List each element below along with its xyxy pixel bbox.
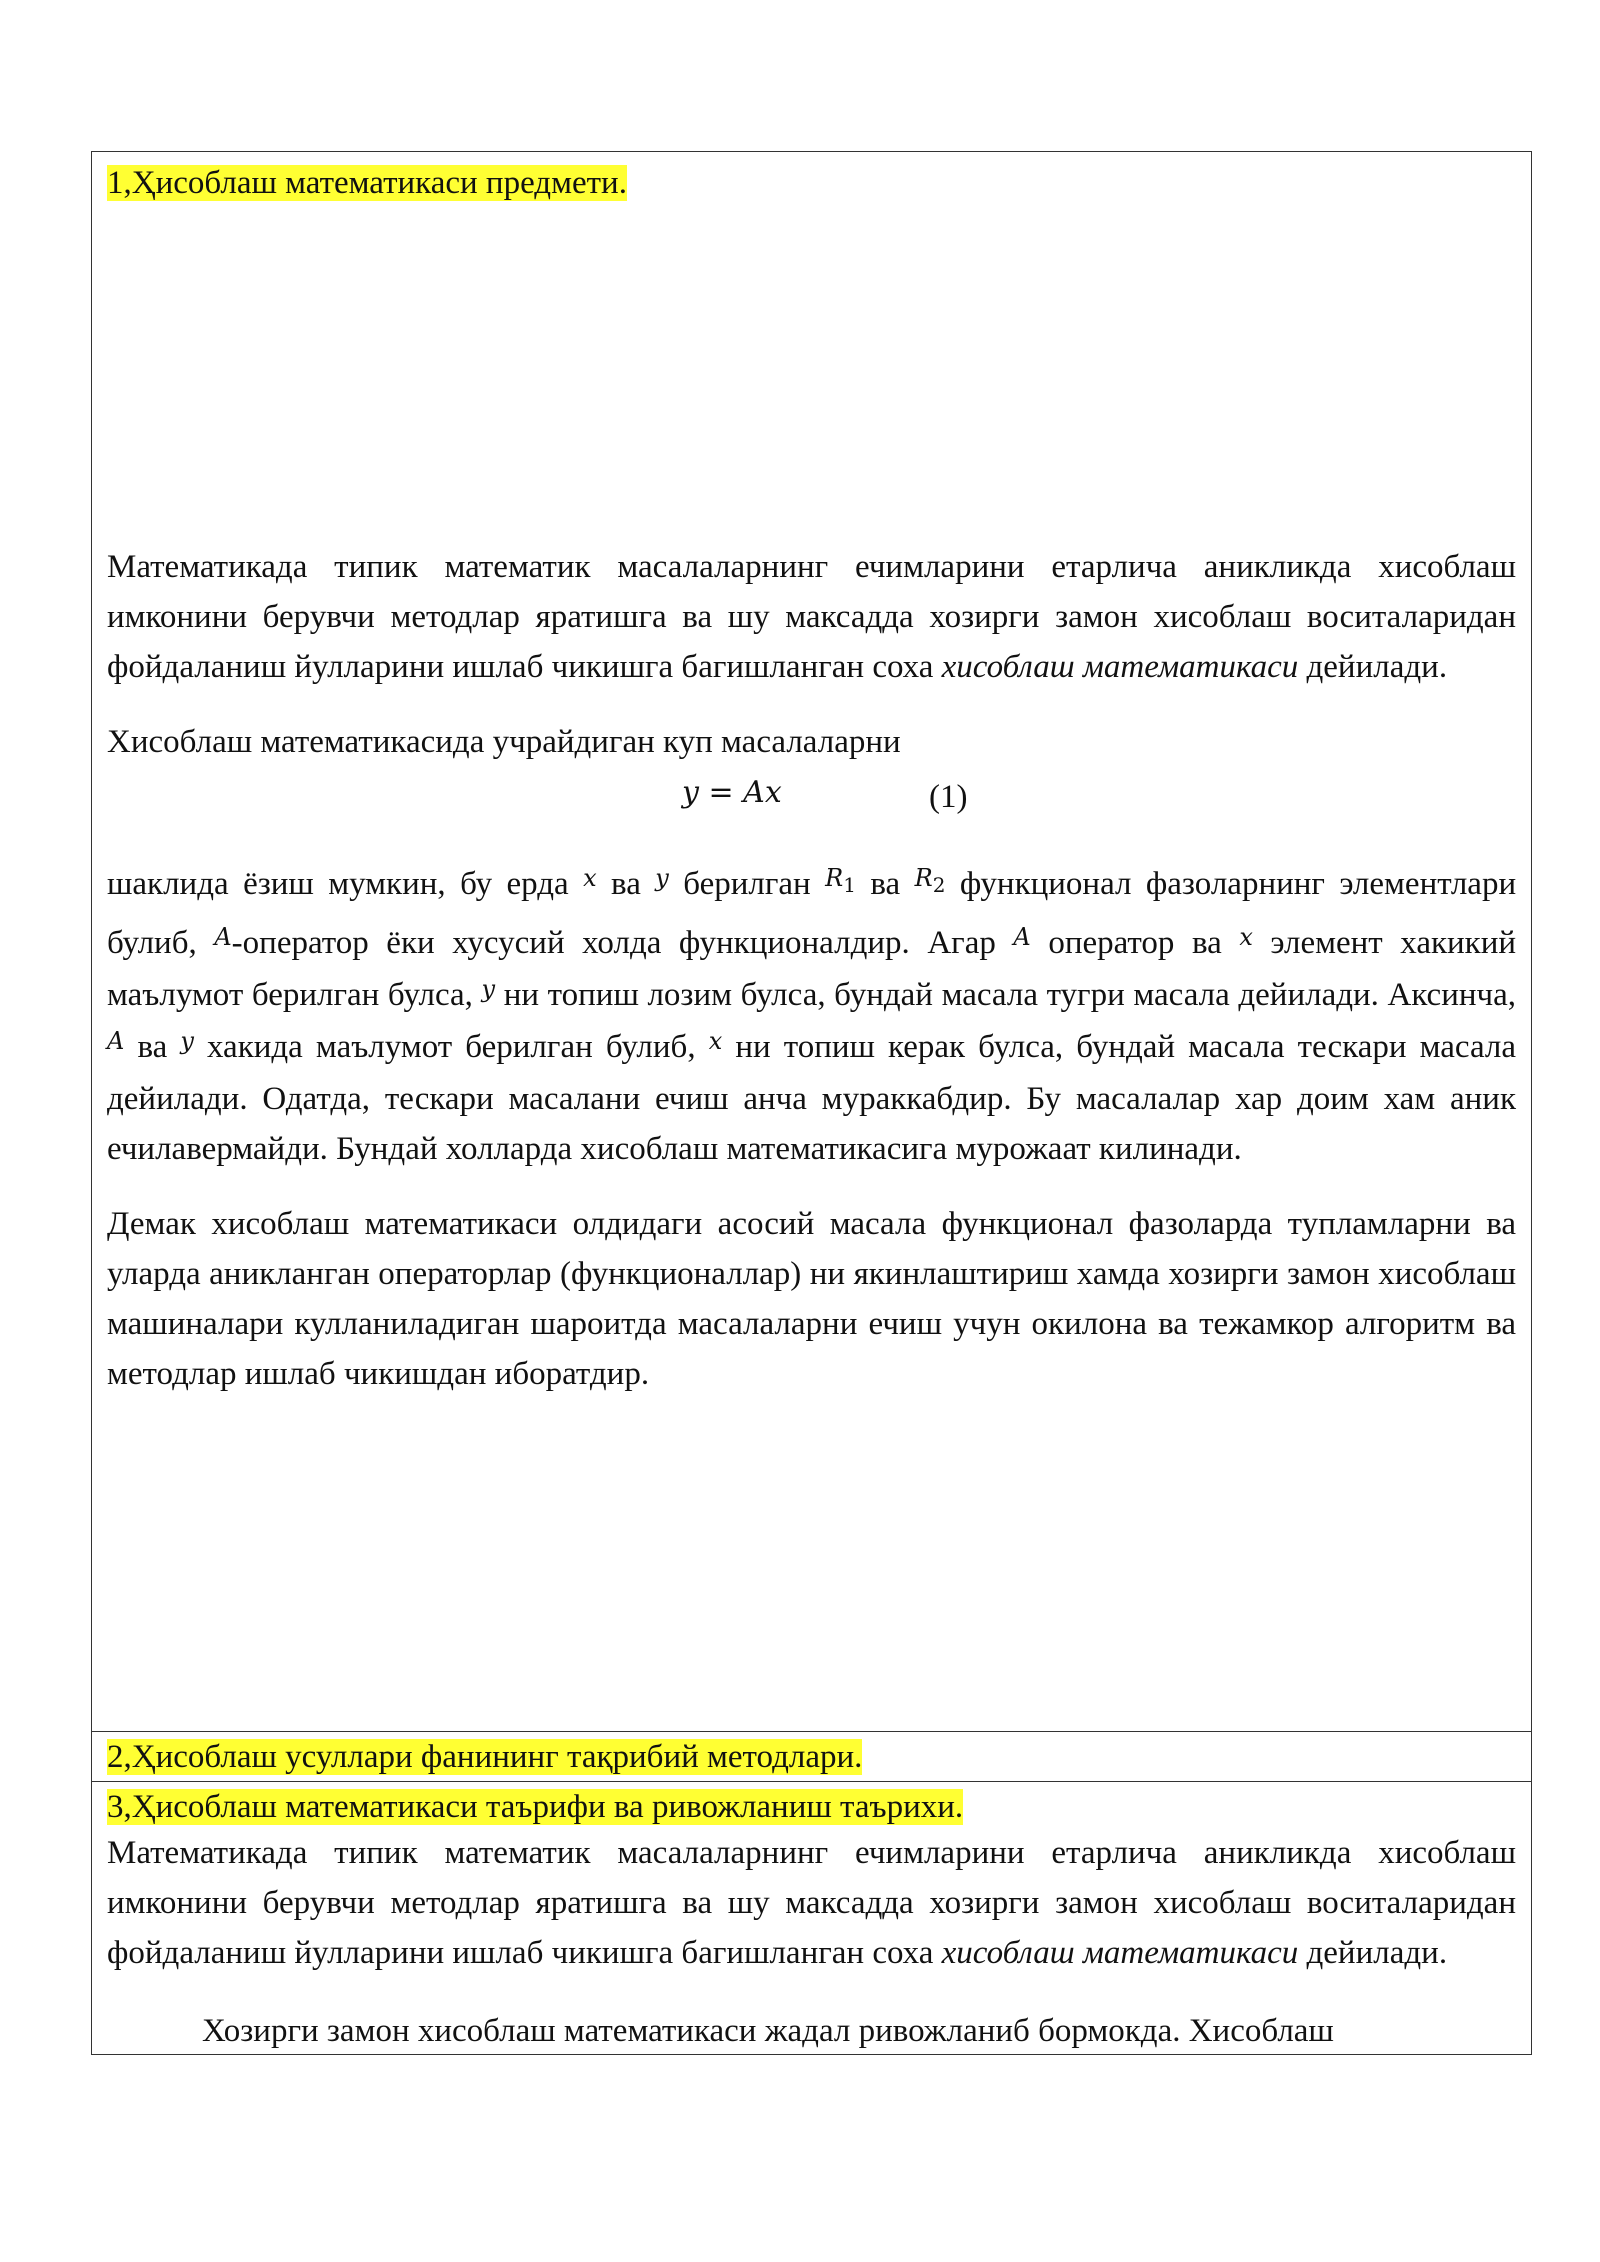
section-2-heading: 2,Ҳисоблаш усуллари фанининг тақрибий методлари. [107, 1739, 863, 1775]
symbol-r2: R2 [914, 864, 946, 897]
symbol-y: y [180, 1026, 194, 1055]
section-2-cell [92, 1732, 1531, 1782]
symbol-x: x [583, 864, 597, 892]
blank-space [107, 206, 1516, 542]
equation-number: (1) [929, 779, 968, 815]
section-1-paragraph-1: Математикада типик математик масалаларнинг ечимларини етарлича аникликда хисоблаш имконини берувчи методлар яратишга ва шу максадда хозирги замон хисоблаш воситаларидан фойдаланиш йулларини ишлаб чикишга багишланган соха хисоблаш математикаси дейилади. [107, 549, 1516, 685]
equation: y = Ax [682, 775, 782, 810]
section-1-paragraph-4: Демак хисоблаш математикаси олдидаги асосий масала функционал фазоларда тупламларни ва уларда аникланган операторлар (функционаллар) ни якинлаштириш хамда хозирги замон хисоблаш машиналари кулланиладиган шароитда масалаларни ечиш учун окилона ва тежамкор алгоритм ва методлар ишлаб чикишдан иборатдир. [107, 1205, 1516, 1392]
document-table [91, 151, 1532, 2055]
symbol-x: x [708, 1026, 723, 1055]
symbol-y: y [655, 864, 669, 892]
equation-line [107, 775, 1516, 833]
symbol-a: A [107, 1026, 125, 1055]
section-1-paragraph-2: Хисоблаш математикасида учрайдиган куп масалаларни [107, 724, 901, 760]
symbol-y: y [481, 974, 496, 1003]
section-3-paragraph-1: Математикада типик математик масалаларнинг ечимларини етарлича аникликда хисоблаш имконини берувчи методлар яратишга ва шу максадда хозирги замон хисоблаш воситаларидан фойдаланиш йулларини ишлаб чикишга багишланган соха хисоблаш математикаси дейилади. [107, 1835, 1516, 1971]
section-1-heading: 1,Ҳисоблаш математикаси предмети. [107, 165, 627, 201]
symbol-a: A [1013, 922, 1031, 951]
symbol-a: A [214, 922, 232, 951]
symbol-x: x [1239, 922, 1253, 951]
section-3-cell [92, 1782, 1531, 2054]
section-1-paragraph-3: шаклида ёзиш мумкин, бу ерда $^x$ ва $^y$ берилган $^{R_1}$ ва $^{R_2}$ функционал фазоларнинг элементлари булиб, $^A$-оператор ёки хусусий холда функционалдир. Агар $^A$ оператор ва $^x$ элемент хакикий маълумот берилган булса, $^y$ ни топиш лозим булса, бундай масала тугри масала дейилади. Аксинча, $^A$ ва $^y$ хакида маълумот берилган булиб, $^x$ ни топиш керак булса, бундай масала тескари масала дейилади. Одатда, тескари масалани ечиш анча мураккабдир. Бу масалалар хар доим хам аник ечилавермайди. Бундай холларда хисоблаш математикасига мурожаат килинади. [107, 864, 1517, 1167]
section-3-heading: 3,Ҳисоблаш математикаси таърифи ва ривожланиш таърихи. [107, 1789, 964, 1825]
symbol-r1: R1 [825, 864, 856, 897]
section-1-cell [92, 152, 1531, 1732]
section-3-paragraph-2: Хозирги замон хисоблаш математикаси жадал ривожланиб бормокда. Хисоблаш [202, 2013, 1334, 2049]
